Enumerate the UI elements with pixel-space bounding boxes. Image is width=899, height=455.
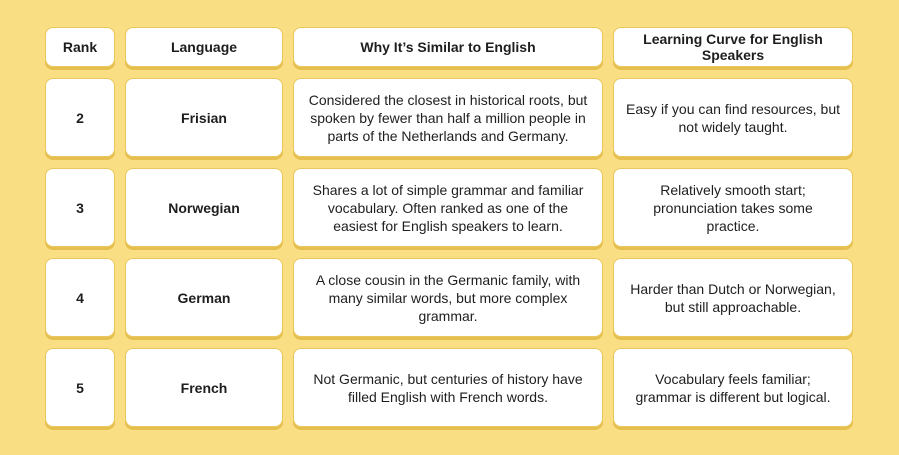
rank-cell: 5 (45, 348, 115, 427)
header-why-similar: Why It’s Similar to English (293, 27, 603, 67)
rank-cell: 2 (45, 78, 115, 157)
header-learning-curve: Learning Curve for English Speakers (613, 27, 853, 67)
why-similar-cell: Considered the closest in historical roots, but spoken by fewer than half a million people in parts of the Netherlands and Germany. (293, 78, 603, 157)
learning-curve-cell: Easy if you can find resources, but not widely taught. (613, 78, 853, 157)
header-rank: Rank (45, 27, 115, 67)
language-cell: German (125, 258, 283, 337)
rank-cell: 4 (45, 258, 115, 337)
language-comparison-table (45, 27, 855, 427)
language-cell: Norwegian (125, 168, 283, 247)
header-language: Language (125, 27, 283, 67)
why-similar-cell: Not Germanic, but centuries of history have filled English with French words. (293, 348, 603, 427)
learning-curve-cell: Harder than Dutch or Norwegian, but still approachable. (613, 258, 853, 337)
rank-cell: 3 (45, 168, 115, 247)
language-cell: French (125, 348, 283, 427)
language-cell: Frisian (125, 78, 283, 157)
why-similar-cell: Shares a lot of simple grammar and familiar vocabulary. Often ranked as one of the easiest for English speakers to learn. (293, 168, 603, 247)
learning-curve-cell: Relatively smooth start; pronunciation takes some practice. (613, 168, 853, 247)
why-similar-cell: A close cousin in the Germanic family, with many similar words, but more complex grammar. (293, 258, 603, 337)
learning-curve-cell: Vocabulary feels familiar; grammar is different but logical. (613, 348, 853, 427)
